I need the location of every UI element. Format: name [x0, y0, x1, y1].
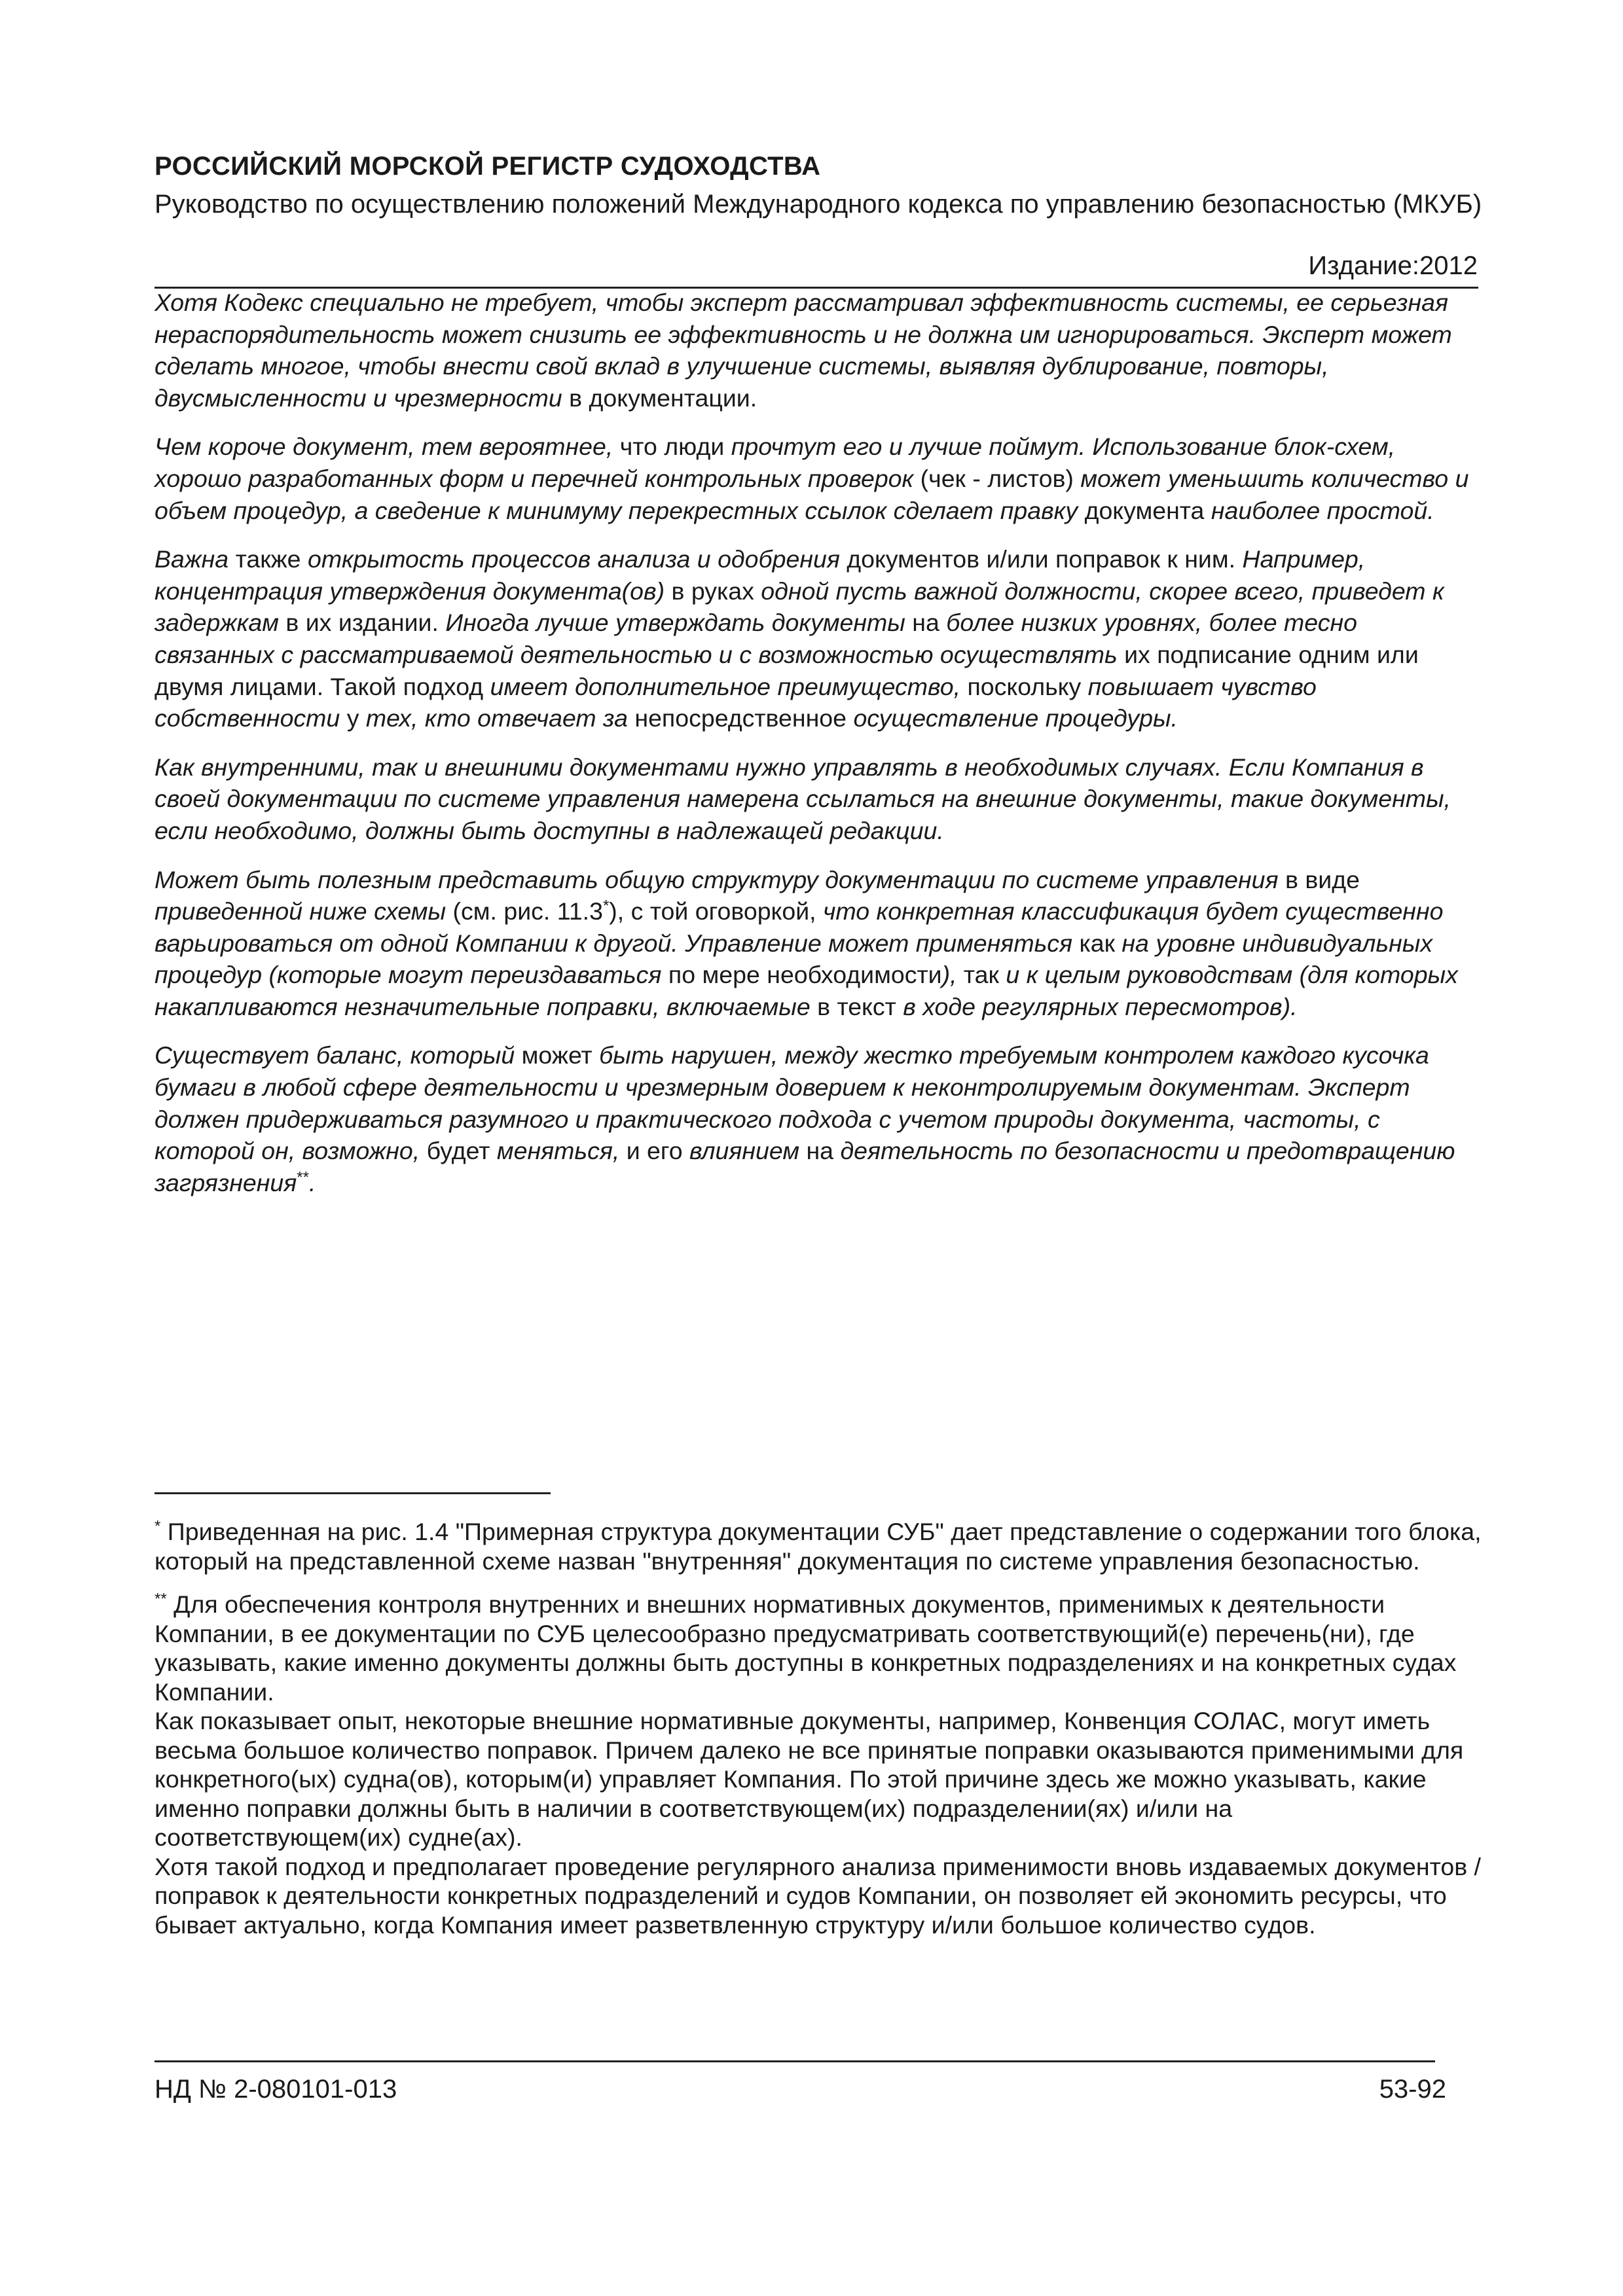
text-run: в руках: [671, 577, 761, 605]
text-run: имеет дополнительное преимущество,: [490, 672, 968, 700]
text-run: их подписание одним или двумя лицами. Такой подход: [155, 640, 1419, 700]
paragraph: [155, 864, 1484, 1023]
footnote-line: [155, 1852, 1484, 1940]
paragraph: [155, 1039, 1484, 1198]
footnote: [155, 1590, 1484, 1939]
text-run: приведенной ниже схемы: [155, 897, 453, 925]
text-run: и его: [626, 1137, 690, 1165]
text-run: открытость процессов анализа и одобрения: [307, 545, 847, 573]
text-run: Хотя Кодекс специально не требует, чтобы эксперт рассматривал эффективность системы, ее серьезная нераспорядительность может снизить ее эффективность и не должна им игнорироваться. Эксперт может сделать многое, чтобы внести свой вклад в улучшение системы, выявляя дублирование, повторы, двусмысленности и чрезмерности: [155, 289, 1452, 412]
text-run: тех, кто отвечает за: [365, 704, 635, 732]
text-run: как: [1079, 929, 1122, 957]
text-run: поскольку: [967, 672, 1088, 700]
text-run: Например, концентрация утверждения документа(ов): [155, 545, 1366, 605]
text-run: влиянием: [689, 1137, 807, 1165]
text-run: документов и/или поправок к ним.: [847, 545, 1243, 573]
text-run: Иногда лучше утверждать документы: [445, 609, 913, 637]
footnote-marker: *: [155, 1517, 161, 1535]
paragraph: [155, 543, 1484, 734]
footnotes: [155, 1517, 1484, 1954]
text-run: документа: [1084, 496, 1211, 524]
text-run: прочтут его и лучше поймут. Использование блок-схем, хорошо разработанных форм и перечней контрольных проверок: [155, 433, 1396, 492]
text-run: может уменьшить количество и объем процедур, а сведение к минимуму перекрестных ссылок сделает правку: [155, 464, 1469, 524]
paragraph: [155, 287, 1484, 414]
text-run: по мере необходимости: [668, 961, 942, 989]
text-run: в ходе регулярных пересмотров).: [903, 992, 1298, 1020]
text-run: и к целым руководствам (для которых накапливаются незначительные поправки, включаемые: [155, 961, 1458, 1020]
text-run: быть нарушен, между жестко требуемым контролем каждого кусочка бумаги в любой сфере деятельности и чрезмерным доверием к неконтролируемым документам. Эксперт должен придерживаться разумного и практического подхода с учетом природы документа, частоты, с которой он, возможно,: [155, 1041, 1429, 1165]
footnote-marker: **: [155, 1590, 167, 1608]
footnote-line: [155, 1706, 1484, 1852]
text-run: повышает чувство собственности: [155, 672, 1317, 732]
body-text: [155, 287, 1484, 1215]
footnote-divider: [155, 1492, 551, 1494]
footer-divider: [155, 2060, 1435, 2062]
text-run: на: [912, 609, 947, 637]
text-run: осуществление процедуры.: [853, 704, 1178, 732]
text-run: наиболее простой.: [1211, 496, 1434, 524]
text-run: будет: [426, 1137, 497, 1165]
text-run: может: [521, 1041, 600, 1069]
footnote-text: Приведенная на рис. 1.4 "Примерная структура документации СУБ" дает представление о содержании того блока, который на представленной схеме назван "внутренняя" документация по системе управления безопасностью.: [155, 1518, 1482, 1575]
text-run: в их издании.: [285, 609, 446, 637]
footnote-text: Хотя такой подход и предполагает проведение регулярного анализа применимости вновь издаваемых документов / поправок к деятельности конкретных подразделений и судов Компании, он позволяет ей экономить ресурсы, что бывает актуально, когда Компания имеет разветвленную структуру и/или большое количество судов.: [155, 1852, 1481, 1939]
footnote-reference: **: [297, 1168, 309, 1187]
text-run: (см. рис. 11.3: [452, 897, 603, 925]
text-run: более низких уровнях, более тесно связанных с рассматриваемой деятельностью и с возможностью осуществлять: [155, 609, 1357, 668]
footnote-line: [155, 1517, 1484, 1575]
text-run: что люди: [619, 433, 731, 461]
text-run: .: [308, 1168, 316, 1196]
paragraph: [155, 751, 1484, 847]
text-run: одной пусть важной должности, скорее всего, приведет к задержкам: [155, 577, 1444, 637]
text-run: у: [346, 704, 366, 732]
header-edition: Издание:2012: [1308, 251, 1478, 280]
text-run: в виде: [1285, 865, 1360, 893]
text-run: непосредственное: [634, 704, 854, 732]
page-number: 53-92: [1379, 2075, 1446, 2104]
text-run: в документации.: [569, 384, 757, 412]
header-subtitle: Руководство по осуществлению положений Международного кодекса по управлению безопасностью (МКУБ): [155, 190, 1482, 219]
text-run: деятельность по безопасности и предотвращению загрязнения: [155, 1137, 1455, 1196]
footnote-text: Для обеспечения контроля внутренних и внешних нормативных документов, применимых к деятельности Компании, в ее документации по СУБ целесообразно предусматривать соответствующий(е) перечень(ни), где указывать, какие именно документы должны быть доступны в конкретных подразделениях и на конкретных судах Компании.: [155, 1590, 1457, 1706]
text-run: в текст: [817, 992, 903, 1020]
text-run: ), с той оговоркой,: [609, 897, 824, 925]
paragraph: [155, 431, 1484, 526]
text-run: Как внутренними, так и внешними документами нужно управлять в необходимых случаях. Если Компания в своей документации по системе управления намерена ссылаться на внешние документы, такие документы, если необходимо, должны быть доступны в надлежащей редакции.: [155, 753, 1451, 844]
text-run: также: [235, 545, 308, 573]
text-run: что конкретная классификация будет существенно варьироваться от одной Компании к другой. Управление может применяться: [155, 897, 1444, 957]
text-run: Может быть полезным представить общую структуру документации по системе управления: [155, 865, 1285, 893]
footnote: [155, 1517, 1484, 1575]
text-run: так: [963, 961, 1006, 989]
text-run: (чек - листов): [920, 464, 1081, 492]
text-run: Важна: [155, 545, 236, 573]
header-organization: РОССИЙСКИЙ МОРСКОЙ РЕГИСТР СУДОХОДСТВА: [155, 152, 821, 181]
footnote-text: Как показывает опыт, некоторые внешние нормативные документы, например, Конвенция СОЛАС, могут иметь весьма большое количество поправок. Причем далеко не все принятые поправки оказываются применимыми для конкретного(ых) судна(ов), которым(и) управляет Компания. По этой причине здесь же можно указывать, какие именно поправки должны быть в наличии в соответствующем(их) подразделении(ях) и/или на соответствующем(их) судне(ах).: [155, 1707, 1464, 1851]
footnote-line: [155, 1590, 1484, 1706]
text-run: на: [806, 1137, 841, 1165]
text-run: меняться,: [496, 1137, 627, 1165]
text-run: ),: [941, 961, 964, 989]
text-run: на уровне индивидуальных процедур (которые могут переиздаваться: [155, 929, 1433, 989]
text-run: Чем короче документ, тем вероятнее,: [155, 433, 620, 461]
footnote-reference: *: [602, 897, 610, 915]
document-number: НД № 2-080101-013: [155, 2075, 397, 2104]
text-run: Существует баланс, который: [155, 1041, 522, 1069]
